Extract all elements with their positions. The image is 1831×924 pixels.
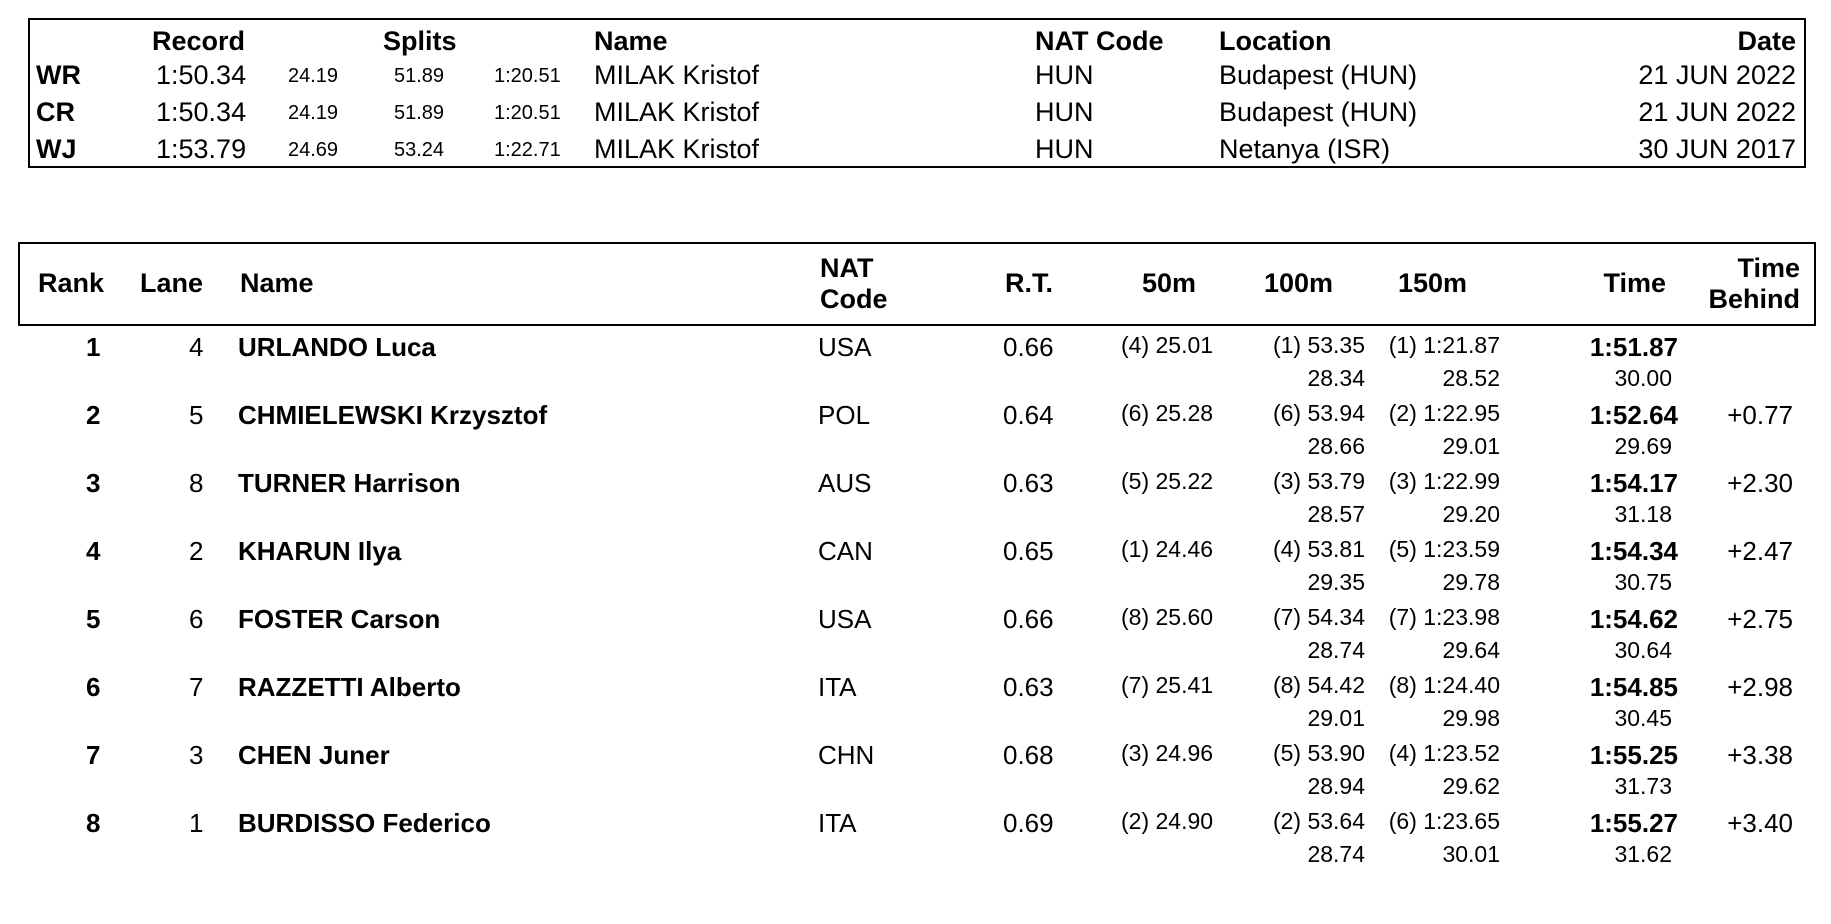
split-150m: (7) 1:23.98 [1388,604,1500,630]
record-split-100: 51.89 [394,65,445,87]
reaction-time: 0.64 [1003,400,1054,430]
record-code: CR [36,97,75,127]
swimmer-name: URLANDO Luca [238,332,436,362]
lane: 6 [189,604,204,634]
record-nat-code: HUN [1035,97,1094,127]
table-row [0,804,1831,872]
table-row [0,328,1831,396]
nat-code: POL [818,400,871,430]
rank: 3 [86,468,101,498]
lane: 3 [189,740,204,770]
lap-150m: 29.64 [1442,637,1500,663]
split-100m: (1) 53.35 [1272,332,1365,358]
time-behind: +2.47 [1727,536,1793,566]
record-location: Budapest (HUN) [1219,97,1418,127]
record-holder-name: MILAK Kristof [594,134,760,164]
rank: 7 [86,740,101,770]
header-150m: 150m [1397,268,1467,298]
rank: 8 [86,808,101,838]
records-table [28,18,1806,168]
records-header-date: Date [1737,26,1796,56]
header-rank: Rank [38,268,105,298]
record-split-50: 24.69 [288,139,339,161]
header-lane: Lane [140,268,204,298]
records-header-record: Record [152,26,246,56]
records-header-location: Location [1219,26,1332,56]
record-location: Budapest (HUN) [1219,60,1418,90]
record-nat-code: HUN [1035,60,1094,90]
lap-200m: 30.75 [1614,569,1672,595]
split-100m: (8) 54.42 [1272,672,1365,698]
record-split-150: 1:20.51 [494,102,561,124]
lap-200m: 31.62 [1614,841,1672,867]
time-behind: +2.75 [1727,604,1793,634]
records-header-nat-code: NAT Code [1035,26,1164,56]
record-code: WJ [36,134,77,164]
split-50m: (7) 25.41 [1121,672,1214,698]
lap-100m: 28.57 [1307,501,1365,527]
split-100m: (4) 53.81 [1272,536,1365,562]
lap-100m: 28.74 [1307,841,1365,867]
record-time: 1:50.34 [156,60,247,90]
record-code: WR [36,60,81,90]
split-100m: (3) 53.79 [1272,468,1365,494]
final-time: 1:54.85 [1589,672,1678,702]
table-row [0,396,1831,464]
lap-200m: 31.73 [1614,773,1672,799]
header-behind-line2: Behind [1708,284,1800,314]
lap-150m: 29.20 [1442,501,1500,527]
lap-100m: 29.01 [1307,705,1365,731]
swimmer-name: RAZZETTI Alberto [238,672,461,702]
split-150m: (4) 1:23.52 [1388,740,1500,766]
split-50m: (6) 25.28 [1121,400,1214,426]
lap-150m: 30.01 [1442,841,1500,867]
split-150m: (2) 1:22.95 [1388,400,1500,426]
lane: 2 [189,536,204,566]
lap-150m: 29.01 [1442,433,1500,459]
nat-code: CAN [818,536,873,566]
split-100m: (2) 53.64 [1272,808,1365,834]
header-100m: 100m [1263,268,1333,298]
rank: 5 [86,604,101,634]
records-header-splits: Splits [383,26,457,56]
split-100m: (7) 54.34 [1272,604,1365,630]
time-behind: +3.38 [1727,740,1793,770]
reaction-time: 0.66 [1003,604,1054,634]
lap-100m: 28.34 [1307,365,1365,391]
split-50m: (3) 24.96 [1121,740,1214,766]
split-50m: (1) 24.46 [1121,536,1214,562]
record-time: 1:50.34 [156,97,247,127]
reaction-time: 0.69 [1003,808,1054,838]
header-nat-line1: NAT [820,253,874,283]
results-header [18,242,1816,326]
reaction-time: 0.63 [1003,672,1054,702]
split-150m: (5) 1:23.59 [1388,536,1500,562]
final-time: 1:54.17 [1589,468,1678,498]
split-100m: (6) 53.94 [1272,400,1365,426]
record-date: 21 JUN 2022 [1638,97,1796,127]
lap-150m: 29.98 [1442,705,1500,731]
time-behind: +2.98 [1727,672,1793,702]
header-rt: R.T. [1005,268,1054,298]
split-150m: (1) 1:21.87 [1388,332,1500,358]
swimmer-name: KHARUN Ilya [238,536,402,566]
final-time: 1:54.62 [1589,604,1678,634]
time-behind: +0.77 [1727,400,1793,430]
time-behind: +3.40 [1727,808,1793,838]
nat-code: AUS [818,468,872,498]
split-150m: (6) 1:23.65 [1388,808,1500,834]
swimmer-name: BURDISSO Federico [238,808,491,838]
records-header-name: Name [594,26,668,56]
table-row [0,600,1831,668]
rank: 1 [86,332,101,362]
split-150m: (8) 1:24.40 [1388,672,1500,698]
record-split-50: 24.19 [288,102,339,124]
split-100m: (5) 53.90 [1272,740,1365,766]
rank: 2 [86,400,101,430]
rank: 6 [86,672,101,702]
lap-150m: 28.52 [1442,365,1500,391]
time-behind: +2.30 [1727,468,1793,498]
lap-100m: 28.94 [1307,773,1365,799]
reaction-time: 0.66 [1003,332,1054,362]
record-split-100: 51.89 [394,102,445,124]
record-date: 30 JUN 2017 [1638,134,1796,164]
lane: 7 [189,672,204,702]
lane: 1 [189,808,204,838]
swimmer-name: FOSTER Carson [238,604,441,634]
lap-200m: 31.18 [1614,501,1672,527]
final-time: 1:51.87 [1589,332,1678,362]
record-holder-name: MILAK Kristof [594,97,760,127]
lap-200m: 30.64 [1614,637,1672,663]
split-50m: (2) 24.90 [1121,808,1214,834]
split-50m: (8) 25.60 [1121,604,1214,630]
nat-code: CHN [818,740,875,770]
nat-code: USA [818,604,872,634]
record-location: Netanya (ISR) [1219,134,1391,164]
header-name: Name [240,268,314,298]
record-split-100: 53.24 [394,139,445,161]
lap-100m: 28.66 [1307,433,1365,459]
record-time: 1:53.79 [156,134,247,164]
record-holder-name: MILAK Kristof [594,60,760,90]
record-split-150: 1:20.51 [494,65,561,87]
split-50m: (4) 25.01 [1121,332,1214,358]
reaction-time: 0.65 [1003,536,1054,566]
lane: 5 [189,400,204,430]
swimmer-name: TURNER Harrison [238,468,461,498]
nat-code: ITA [818,672,857,702]
table-row [0,736,1831,804]
final-time: 1:55.25 [1589,740,1678,770]
swimmer-name: CHMIELEWSKI Krzysztof [238,400,548,430]
split-50m: (5) 25.22 [1121,468,1214,494]
record-split-150: 1:22.71 [494,139,561,161]
table-row [0,464,1831,532]
final-time: 1:54.34 [1589,536,1678,566]
table-row [0,668,1831,736]
table-row [0,532,1831,600]
header-nat-line2: Code [820,284,888,314]
lane: 8 [189,468,204,498]
lap-200m: 29.69 [1614,433,1672,459]
lap-200m: 30.00 [1614,365,1672,391]
reaction-time: 0.63 [1003,468,1054,498]
record-nat-code: HUN [1035,134,1094,164]
reaction-time: 0.68 [1003,740,1054,770]
split-150m: (3) 1:22.99 [1388,468,1500,494]
record-split-50: 24.19 [288,65,339,87]
lap-150m: 29.78 [1442,569,1500,595]
header-time: Time [1603,268,1666,298]
final-time: 1:52.64 [1589,400,1678,430]
rank: 4 [86,536,101,566]
lap-100m: 29.35 [1307,569,1365,595]
nat-code: USA [818,332,872,362]
lane: 4 [189,332,204,362]
final-time: 1:55.27 [1589,808,1678,838]
lap-200m: 30.45 [1614,705,1672,731]
header-50m: 50m [1141,268,1196,298]
lap-150m: 29.62 [1442,773,1500,799]
record-date: 21 JUN 2022 [1638,60,1796,90]
swimmer-name: CHEN Juner [238,740,390,770]
header-behind-line1: Time [1737,253,1800,283]
nat-code: ITA [818,808,857,838]
lap-100m: 28.74 [1307,637,1365,663]
